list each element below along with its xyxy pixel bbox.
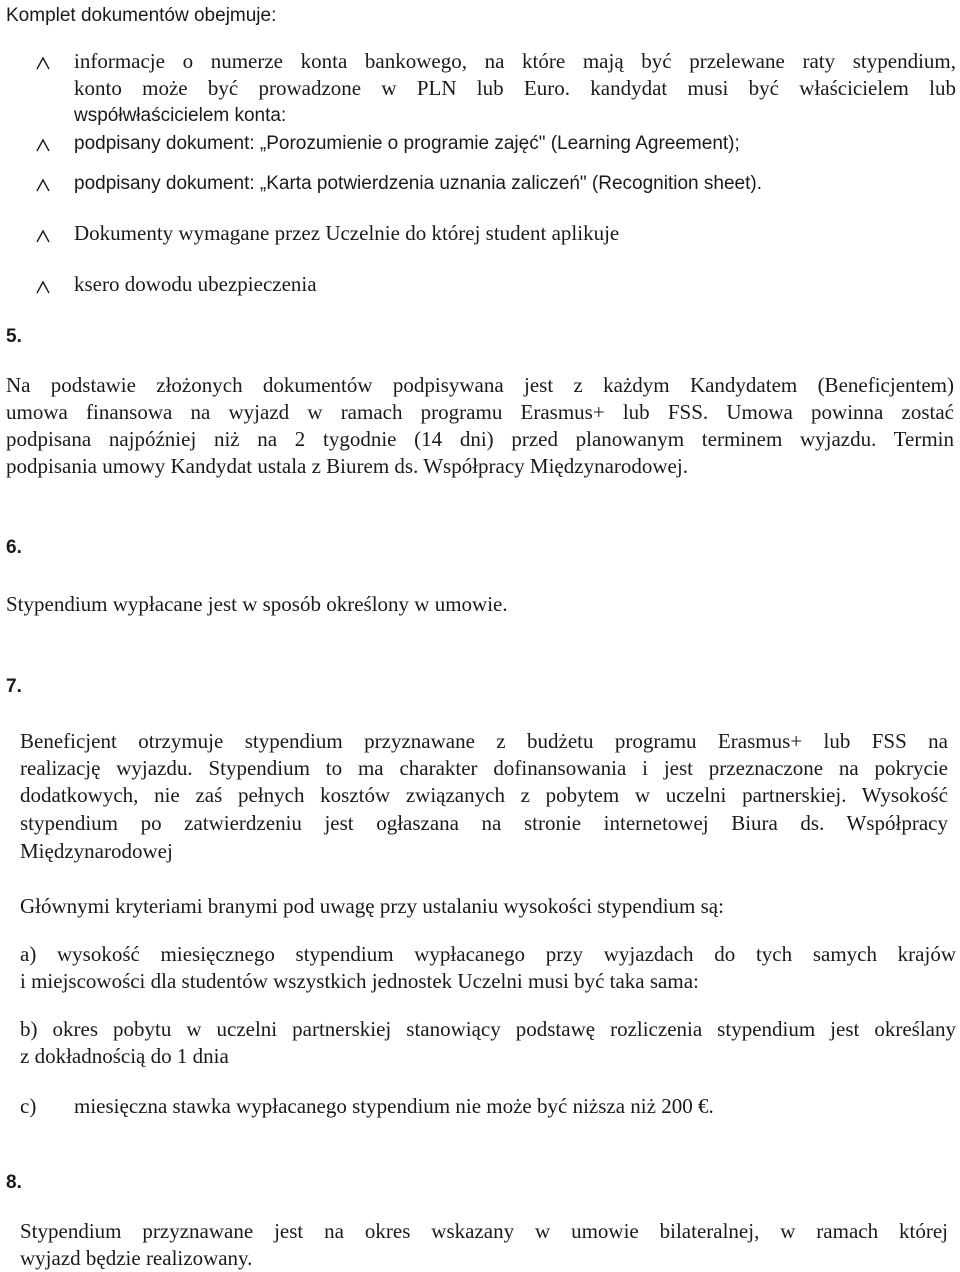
bullet-1-line-3: współwłaścicielem konta: <box>74 105 287 126</box>
section-5-line-2: umowa finansowa na wyjazd w ramach programu Erasmus+ lub FSS. Umowa powinna zostać <box>6 400 954 424</box>
bullet-2-text: podpisany dokument: „Porozumienie o programie zajęć" (Learning Agreement); <box>74 133 740 154</box>
criteria-a-line-2: i miejscowości dla studentów wszystkich jednostek Uczelni musi być taka sama: <box>20 969 699 993</box>
caret-bullet-icon <box>36 56 50 70</box>
criteria-a-line-1: a) wysokość miesięcznego stypendium wypłacanego przy wyjazdach do tych samych krajów <box>20 942 956 966</box>
criteria-c-text: miesięczna stawka wypłacanego stypendium nie może być niższa niż 200 €. <box>74 1094 714 1118</box>
section-7-number: 7. <box>6 676 22 697</box>
section-7-para-line-3: dodatkowych, nie zaś pełnych kosztów związanych z pobytem w uczelni partnerskiej. Wysokość <box>20 783 948 807</box>
section-6-number: 6. <box>6 537 22 558</box>
section-7-para-line-2: realizację wyjazdu. Stypendium to ma charakter dofinansowania i jest przeznaczone na pokrycie <box>20 756 948 780</box>
intro-text: Komplet dokumentów obejmuje: <box>6 5 277 26</box>
criteria-heading: Głównymi kryteriami branymi pod uwagę przy ustalaniu wysokości stypendium są: <box>20 894 724 918</box>
section-5-line-4: podpisania umowy Kandydat ustala z Biurem ds. Współpracy Międzynarodowej. <box>6 454 688 478</box>
caret-bullet-icon <box>36 178 50 192</box>
section-8-line-2: wyjazd będzie realizowany. <box>20 1246 253 1270</box>
criteria-b-line-2: z dokładnością do 1 dnia <box>20 1044 229 1068</box>
bullet-4-text: Dokumenty wymagane przez Uczelnie do której student aplikuje <box>74 221 620 245</box>
bullet-5-text: ksero dowodu ubezpieczenia <box>74 272 317 296</box>
section-6-text: Stypendium wypłacane jest w sposób określony w umowie. <box>6 592 508 616</box>
section-8-number: 8. <box>6 1172 22 1193</box>
section-5-line-1: Na podstawie złożonych dokumentów podpisywana jest z każdym Kandydatem (Beneficjentem) <box>6 373 954 397</box>
section-5-line-3: podpisana najpóźniej niż na 2 tygodnie (14 dni) przed planowanym terminem wyjazdu. Termin <box>6 427 954 451</box>
bullet-1-line-1: informacje o numerze konta bankowego, na które mają być przelewane raty stypendium, <box>74 49 956 73</box>
caret-bullet-icon <box>36 138 50 152</box>
bullet-3-text: podpisany dokument: „Karta potwierdzenia uznania zaliczeń" (Recognition sheet). <box>74 173 762 194</box>
criteria-b-line-1: b) okres pobytu w uczelni partnerskiej stanowiący podstawę rozliczenia stypendium jest określany <box>20 1017 956 1041</box>
caret-bullet-icon <box>36 229 50 243</box>
bullet-1-line-2: konto może być prowadzone w PLN lub Euro. kandydat musi być właścicielem lub <box>74 76 956 100</box>
section-7-para-line-5: Międzynarodowej <box>20 839 173 863</box>
criteria-c-label: c) <box>20 1094 37 1118</box>
caret-bullet-icon <box>36 280 50 294</box>
section-7-para-line-4: stypendium po zatwierdzeniu jest ogłaszana na stronie internetowej Biura ds. Współpracy <box>20 811 948 835</box>
section-7-para-line-1: Beneficjent otrzymuje stypendium przyznawane z budżetu programu Erasmus+ lub FSS na <box>20 729 948 753</box>
section-8-line-1: Stypendium przyznawane jest na okres wskazany w umowie bilateralnej, w ramach której <box>20 1219 948 1243</box>
section-5-number: 5. <box>6 326 22 347</box>
